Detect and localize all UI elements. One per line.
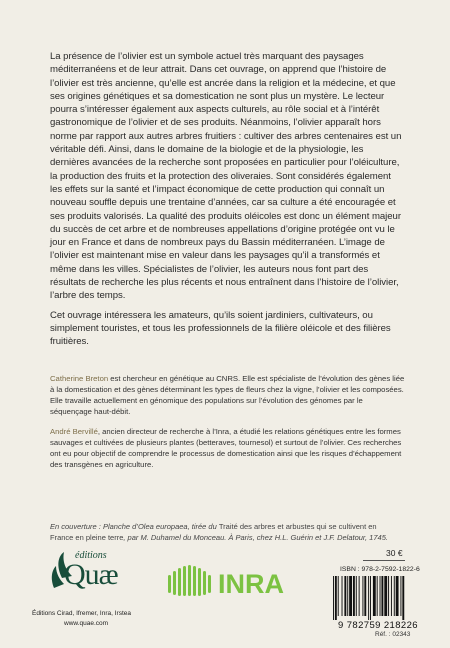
barcode-digits: 9 782759 218226 bbox=[338, 620, 418, 630]
author-bio-2 bbox=[50, 426, 405, 470]
description-paragraph-2: Cet ouvrage intéressera les amateurs, qu’ils soient jardiniers, cultivateurs, ou simplement touristes, et tous les professionnels de la filière oléicole et des filières fruitières. bbox=[50, 309, 391, 348]
book-price: 30 € bbox=[386, 548, 403, 558]
author-name: Catherine Breton bbox=[50, 374, 109, 383]
quae-partners: Éditions Cirad, Ifremer, Inra, Irstea bbox=[32, 610, 131, 617]
quae-editions-label: éditions bbox=[75, 550, 107, 561]
price-divider bbox=[363, 560, 405, 561]
inra-logo bbox=[168, 565, 290, 600]
isbn-label: ISBN : 978-2-7592-1822-6 bbox=[340, 566, 420, 573]
inra-emblem-icon bbox=[168, 565, 290, 600]
author-bio-text: est chercheur en génétique au CNRS. Elle est spécialiste de l’évolution des gènes liée à la domestication et des gènes déterminant les types de fleurs chez la vigne, l’olivier et les composées. Elle travaille actuellement en génomique des populations sur l’évolution des génomes par le séquençage haut-débit. bbox=[50, 374, 405, 416]
credit-suffix: , par M. Duhamel du Monceau. À Paris, chez H.L. Guérin et J.F. Delatour, 1745. bbox=[123, 533, 388, 542]
author-bio-text: , ancien directeur de recherche à l’Inra, a étudié les relations génétiques entre les formes sauvages et cultivées de plusieurs plantes (betteraves, tournesol) et surtout de l’olivier. Ces recherches ont eu pour objectif de comprendre le processus de domestication ainsi que les risques d’échappement des transgènes en agriculture. bbox=[50, 427, 402, 469]
description-paragraph-1: La présence de l’olivier est un symbole actuel très marquant des paysages méditerranéens et de leur attrait. Dans cet ouvrage, on apprend que l’histoire de l’olivier est très ancienne, qu’elle est ancrée dans la religion et la médecine, et que ses origines génétiques et sa domestication ne sont plus un mystère. Le lecteur pourra s’intéresser également aux aspects culturels, au rôle social et à l’intérêt gastronomique de l’olivier et de ses produits. Néanmoins, l’olivier apparaît hors norme par rapport aux autres arbres fruitiers : cultiver des arbres centenaires est un véritable défi. Ainsi, dans le domaine de la biologie et de la physiologie, les dernières avancées de la recherche sont proposées en particulier pour l’oléiculture, la production des fruits et la protection des oliveraies. Sont considérés également les effets sur la santé et l’impact économique de cette production qui connaît un nouveau souffle depuis une trentaine d’années, car sa culture a été encouragée et ses produits valorisés. La qualité des produits oléicoles est donc un élément majeur du succès de cet arbre et de nombreuses appellations d’origine protégée ont vu le jour en France et dans de nombreux pays du Bassin méditerranéen. L’image de l’olivier est maintenant mise en valeur dans les paysages qu’il a transformés et même dans les villes. Spécialistes de l’olivier, les auteurs nous font part des résultats de recherche les plus récents et nous entraînent dans l’histoire de l’olivier, l’arbre des temps. bbox=[50, 51, 402, 302]
inra-wordmark: INRA bbox=[218, 569, 284, 599]
barcode-bars bbox=[333, 576, 404, 620]
back-cover-description bbox=[50, 50, 402, 355]
barcode-icon bbox=[327, 574, 429, 630]
quae-website: www.quae.com bbox=[64, 620, 109, 627]
credit-prefix: En couverture : Planche d’Olea europaea, tirée du bbox=[50, 522, 219, 531]
reference-number: Réf. : 02343 bbox=[375, 631, 411, 638]
isbn-barcode bbox=[327, 574, 429, 630]
cover-illustration-credit bbox=[50, 521, 400, 543]
credit-book-title: Traité des arbres et arbustes qui se cultivent en France en pleine terre bbox=[50, 522, 377, 542]
author-bio-1 bbox=[50, 373, 405, 417]
author-name: André Bervillé bbox=[50, 427, 98, 436]
author-bios bbox=[50, 373, 405, 479]
quae-wordmark: Quæ bbox=[64, 558, 118, 591]
